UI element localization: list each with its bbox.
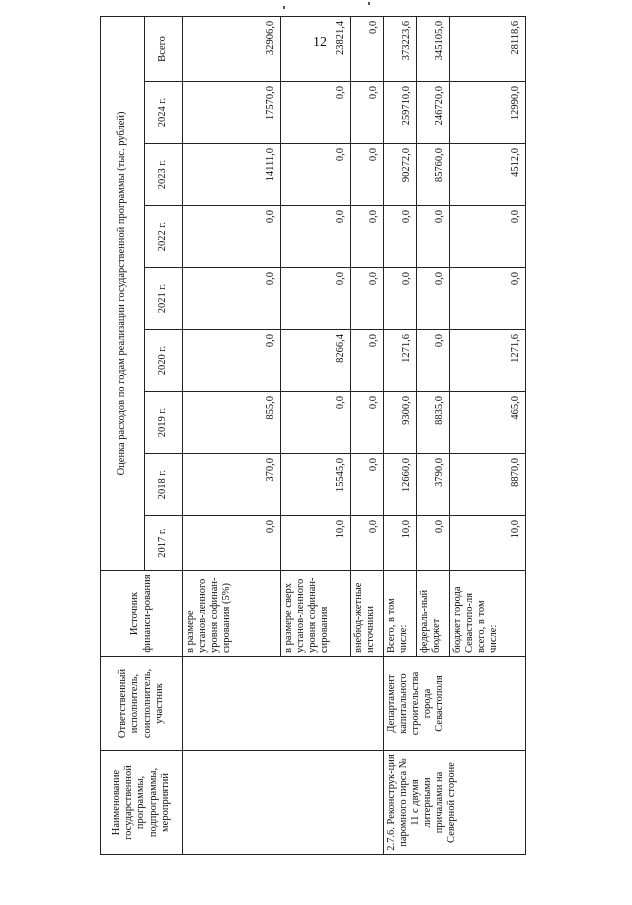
value-cell: 0,0 [417,206,450,268]
page-number: 12 [313,35,327,50]
value-cell: 17570,0 [183,82,281,144]
rotated-table-wrapper [100,20,525,855]
value-cell: 90272,0 [384,144,417,206]
value-cell: 0,0 [351,206,384,268]
header-year: 2017 г. [145,516,183,571]
source-cell: федераль-ный бюджет [417,571,450,657]
value-cell: 0,0 [417,330,450,392]
source-cell: Всего, в том числе: [384,571,417,657]
value-cell: 0,0 [183,268,281,330]
value-cell: 10,0 [281,516,351,571]
value-cell: 8266,4 [281,330,351,392]
header-year: 2022 г. [145,206,183,268]
header-year: 2019 г. [145,392,183,454]
value-cell: 0,0 [351,144,384,206]
empty-cell [183,657,384,751]
source-cell: бюджет города Севастопо-ля всего, в том числе: [450,571,526,657]
header-year: 2023 г. [145,144,183,206]
value-cell: 0,0 [281,144,351,206]
value-cell: 4512,0 [450,144,526,206]
measure-name: 2.7.6. Реконструк-ция паромного пирса № 11 с двумя литерными причалами на Северной стороне [384,751,526,855]
header-year: 2020 г. [145,330,183,392]
total-cell: 23821,4 [281,16,351,81]
total-cell: 32906,0 [183,16,281,81]
value-cell: 15545,0 [281,454,351,516]
value-cell: 85760,0 [417,144,450,206]
value-cell: 12990,0 [450,82,526,144]
header-costs: Оценка расходов по годам реализации государственной программы (тыс. рублей) [101,16,145,570]
value-cell: 855,0 [183,392,281,454]
value-cell: 0,0 [417,516,450,571]
value-cell: 0,0 [351,454,384,516]
source-cell: внебюд-жетные источники [351,571,384,657]
value-cell: 10,0 [450,516,526,571]
value-cell: 12660,0 [384,454,417,516]
value-cell: 0,0 [417,268,450,330]
source-cell: в размере установ-ленного уровня софинан-сирования (5%) [183,571,281,657]
value-cell: 10,0 [384,516,417,571]
value-cell: 1271,6 [450,330,526,392]
value-cell: 8835,0 [417,392,450,454]
value-cell: 3790,0 [417,454,450,516]
header-year: 2018 г. [145,454,183,516]
header-year: 2021 г. [145,268,183,330]
value-cell: 0,0 [281,268,351,330]
header-name: Наименование государственной программы, подпрограммы, мероприятий [101,751,183,855]
value-cell: 0,0 [183,330,281,392]
value-cell: 9300,0 [384,392,417,454]
value-cell: 0,0 [281,206,351,268]
value-cell: 0,0 [351,82,384,144]
total-cell: 373223,6 [384,16,417,81]
value-cell: 0,0 [183,516,281,571]
value-cell: 0,0 [351,392,384,454]
budget-table [100,16,526,855]
empty-cell [183,751,384,855]
value-cell: 0,0 [183,206,281,268]
header-responsible: Ответственный исполнитель, соисполнитель, участник [101,657,183,751]
value-cell: 0,0 [281,82,351,144]
scan-speck [368,2,370,5]
value-cell: 1271,6 [384,330,417,392]
value-cell: 0,0 [351,516,384,571]
header-source: Источник финанси-рования [101,571,183,657]
value-cell: 246720,0 [417,82,450,144]
total-cell: 28118,6 [450,16,526,81]
value-cell: 8870,0 [450,454,526,516]
measure-responsible: Департамент капитального строительства города Севастополя [384,657,526,751]
table-row [384,16,417,854]
value-cell: 0,0 [450,206,526,268]
value-cell: 465,0 [450,392,526,454]
value-cell: 259710,0 [384,82,417,144]
total-cell: 345105,0 [417,16,450,81]
source-cell: в размере сверх установ-ленного уровня софинан-сирования [281,571,351,657]
value-cell: 14111,0 [183,144,281,206]
value-cell: 370,0 [183,454,281,516]
value-cell: 0,0 [281,392,351,454]
header-year: 2024 г. [145,82,183,144]
value-cell: 0,0 [351,330,384,392]
scan-speck [283,6,285,9]
total-cell: 0,0 [351,16,384,81]
value-cell: 0,0 [351,268,384,330]
header-total: Всего [145,16,183,81]
value-cell: 0,0 [450,268,526,330]
table-row [183,16,281,854]
value-cell: 0,0 [384,268,417,330]
value-cell: 0,0 [384,206,417,268]
